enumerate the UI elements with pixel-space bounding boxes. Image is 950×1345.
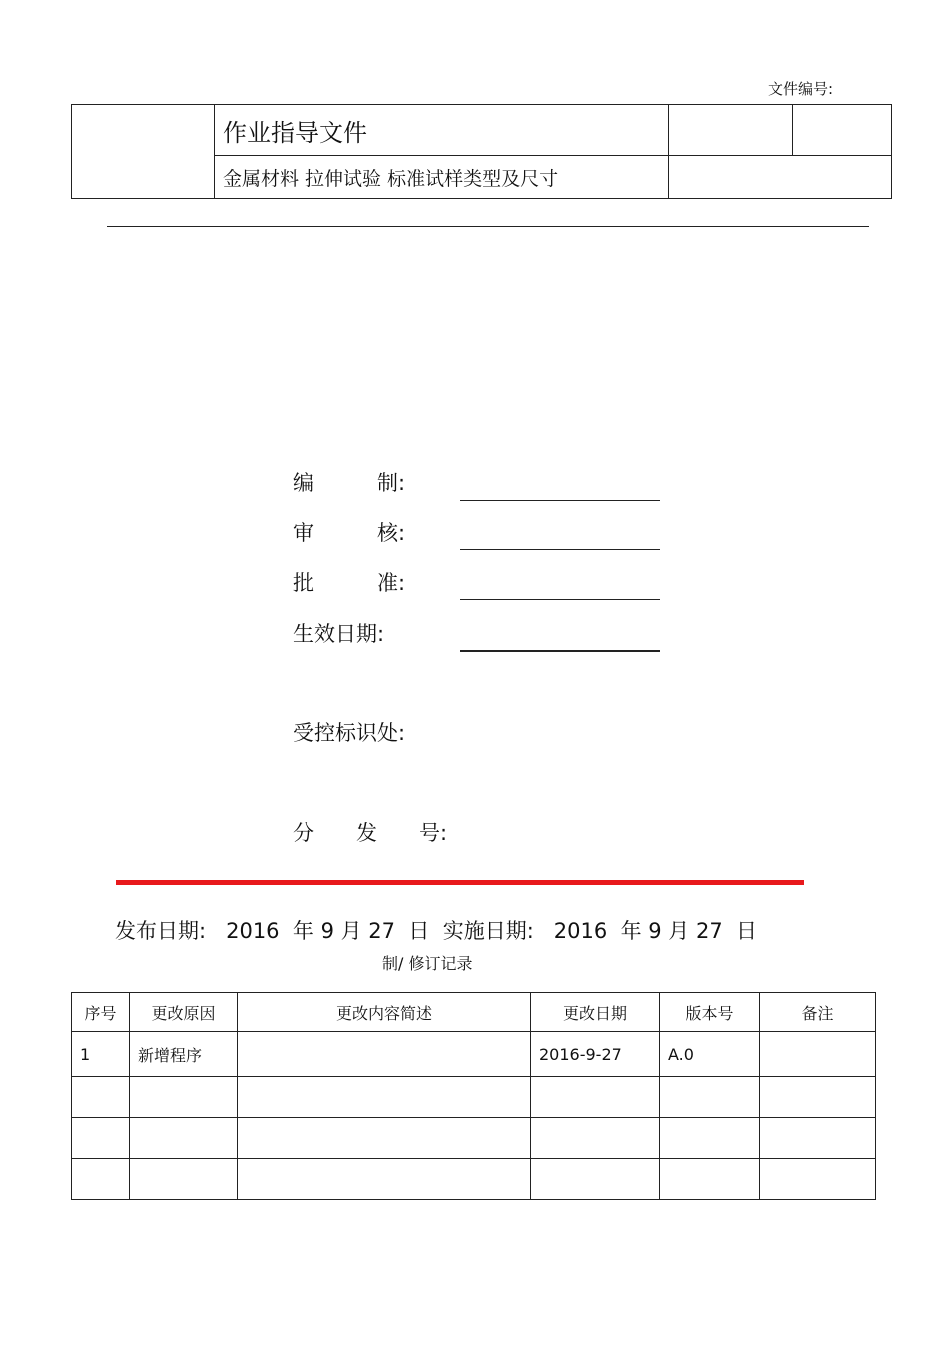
- review-label: 审 核:: [293, 521, 406, 545]
- doc-type: 作业指导文件: [215, 105, 669, 156]
- header-blank-cell: [669, 156, 892, 199]
- red-divider-bar: [116, 880, 804, 885]
- table-cell: [760, 1159, 876, 1200]
- table-cell: [72, 1159, 130, 1200]
- table-cell: A.0: [660, 1032, 760, 1077]
- table-cell: [130, 1077, 238, 1118]
- compile-label: 编 制:: [293, 471, 406, 495]
- header-table: [71, 104, 892, 199]
- table-cell: [760, 1118, 876, 1159]
- header-blank-cell: [669, 105, 793, 156]
- compile-signature-line[interactable]: [460, 500, 660, 501]
- controlled-mark-label: 受控标识处:: [293, 721, 406, 745]
- column-header: 版本号: [660, 993, 760, 1032]
- header-blank-cell: [793, 105, 892, 156]
- table-cell: 1: [72, 1032, 130, 1077]
- table-cell: [660, 1118, 760, 1159]
- table-cell: [531, 1118, 660, 1159]
- table-cell: [72, 1077, 130, 1118]
- table-cell: [238, 1118, 531, 1159]
- table-header-row: [72, 993, 876, 1032]
- table-cell: [760, 1077, 876, 1118]
- table-cell: 2016-9-27: [531, 1032, 660, 1077]
- table-cell: [130, 1118, 238, 1159]
- table-cell: [531, 1159, 660, 1200]
- divider: [107, 226, 869, 227]
- table-row: [72, 1077, 876, 1118]
- column-header: 更改内容简述: [238, 993, 531, 1032]
- file-number-label: 文件编号:: [768, 80, 834, 98]
- column-header: 备注: [760, 993, 876, 1032]
- approve-signature-line[interactable]: [460, 599, 660, 600]
- review-signature-line[interactable]: [460, 549, 660, 550]
- logo-cell: [72, 105, 215, 199]
- doc-title: 金属材料 拉伸试验 标准试样类型及尺寸: [215, 156, 669, 199]
- effective-date-line[interactable]: [460, 650, 660, 652]
- table-cell: [238, 1077, 531, 1118]
- column-header: 序号: [72, 993, 130, 1032]
- distribution-number-label: 分 发 号:: [293, 821, 448, 845]
- table-cell: [531, 1077, 660, 1118]
- table-cell: [130, 1159, 238, 1200]
- revision-table: [71, 992, 876, 1200]
- table-cell: [238, 1032, 531, 1077]
- table-row: [72, 1118, 876, 1159]
- table-cell: 新增程序: [130, 1032, 238, 1077]
- table-row: [72, 1159, 876, 1200]
- revision-record-title: 制/ 修订记录: [382, 954, 473, 973]
- table-row: [72, 1032, 876, 1077]
- table-cell: [72, 1118, 130, 1159]
- table-cell: [760, 1032, 876, 1077]
- effective-date-label: 生效日期:: [293, 622, 385, 646]
- column-header: 更改日期: [531, 993, 660, 1032]
- issue-and-effective-dates: 发布日期: 2016 年 9 月 27 日 实施日期: 2016 年 9 月 27 日: [115, 919, 758, 943]
- table-cell: [660, 1077, 760, 1118]
- table-cell: [238, 1159, 531, 1200]
- column-header: 更改原因: [130, 993, 238, 1032]
- approve-label: 批 准:: [293, 571, 406, 595]
- table-cell: [660, 1159, 760, 1200]
